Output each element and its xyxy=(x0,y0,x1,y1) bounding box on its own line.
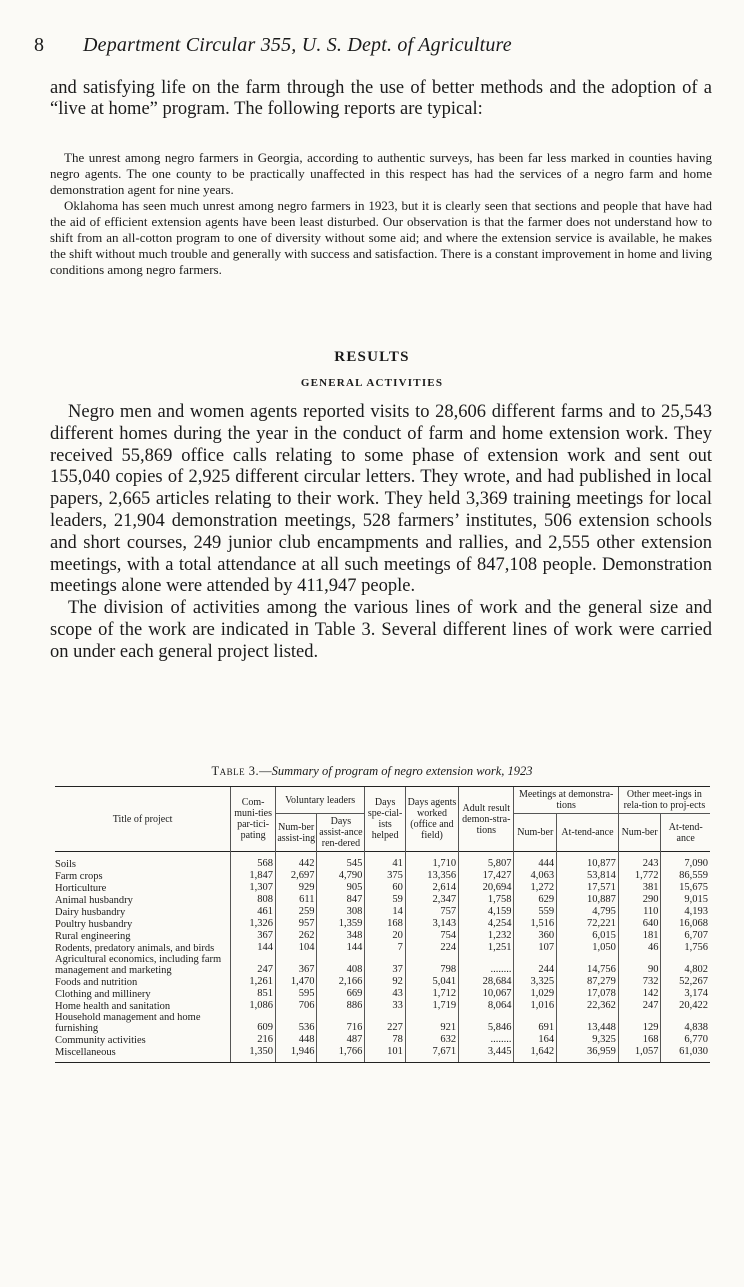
col-adult-demonstrations: Adult result demon-stra-tions xyxy=(459,787,514,852)
quote-oklahoma: Oklahoma has seen much unrest among negro farmers in 1923, but it is clearly seen that sections and people that have had the aid of efficient extension agents have been least disturbed. Our observation is that the farmer does not understand how to shift from an all-cotton program to one of diversity without some aid; and where the extension service is available, he makes the shift without much trouble and generally with success and satisfaction. There is a constant improvement in home and living conditions among negro farmers. xyxy=(50,198,712,277)
table-title: Summary of program of negro extension work, 1923 xyxy=(271,764,533,778)
meetings-number-value: 360 xyxy=(514,930,557,942)
agent-days-value: 754 xyxy=(405,930,458,942)
other-attendance-value: 86,559 xyxy=(661,870,710,882)
agent-days-value: 2,614 xyxy=(405,882,458,894)
other-number-value: 640 xyxy=(618,918,661,930)
meetings-number-value: 691 xyxy=(514,1012,557,1034)
meetings-number-value: 1,516 xyxy=(514,918,557,930)
communities-value: 609 xyxy=(231,1012,276,1034)
meetings-attendance-value: 6,015 xyxy=(557,930,619,942)
meetings-attendance-value: 22,362 xyxy=(557,1000,619,1012)
running-header xyxy=(34,34,724,57)
project-name: Farm crops xyxy=(55,871,103,882)
specialist-days-value: 92 xyxy=(365,976,405,988)
communities-value: 1,847 xyxy=(231,870,276,882)
col-days-agents: Days agents worked (office and field) xyxy=(405,787,458,852)
communities-value: 1,086 xyxy=(231,1000,276,1012)
results-body xyxy=(50,402,712,664)
adult-demonstrations-value: 1,232 xyxy=(459,930,514,942)
leaders-value: 367 xyxy=(275,954,317,976)
leaders-value: 448 xyxy=(275,1034,317,1046)
adult-demonstrations-value: ........ xyxy=(459,1034,514,1046)
col-other-number: Num-ber xyxy=(618,814,661,852)
leader-days-value: 545 xyxy=(317,852,365,871)
meetings-number-value: 444 xyxy=(514,852,557,871)
meetings-number-value: 1,029 xyxy=(514,988,557,1000)
agent-days-value: 5,041 xyxy=(405,976,458,988)
general-activities-heading: GENERAL ACTIVITIES xyxy=(300,377,444,389)
other-number-value: 1,772 xyxy=(618,870,661,882)
intro-paragraph: and satisfying life on the farm through the use of better methods and the adoption of a “live at home” program. The following reports are typical: xyxy=(50,78,712,119)
meetings-number-value: 1,016 xyxy=(514,1000,557,1012)
leaders-value: 2,697 xyxy=(275,870,317,882)
leader-days-value: 408 xyxy=(317,954,365,976)
communities-value: 247 xyxy=(231,954,276,976)
table-row xyxy=(55,954,710,976)
agent-days-value: 1,710 xyxy=(405,852,458,871)
other-attendance-value: 3,174 xyxy=(661,988,710,1000)
specialist-days-value: 375 xyxy=(365,870,405,882)
other-attendance-value: 6,770 xyxy=(661,1034,710,1046)
meetings-number-value: 164 xyxy=(514,1034,557,1046)
col-meetings-number: Num-ber xyxy=(514,814,557,852)
col-meetings: Meetings at demonstra-tions xyxy=(514,787,618,814)
communities-value: 461 xyxy=(231,906,276,918)
project-name: Poultry husbandry xyxy=(55,919,133,930)
other-number-value: 381 xyxy=(618,882,661,894)
leaders-value: 595 xyxy=(275,988,317,1000)
leader-days-value: 716 xyxy=(317,1012,365,1034)
project-name: Rodents, predatory animals, and birds xyxy=(55,943,215,954)
agent-days-value: 1,712 xyxy=(405,988,458,1000)
specialist-days-value: 101 xyxy=(365,1046,405,1063)
agent-days-value: 13,356 xyxy=(405,870,458,882)
leaders-value: 536 xyxy=(275,1012,317,1034)
specialist-days-value: 78 xyxy=(365,1034,405,1046)
meetings-number-value: 244 xyxy=(514,954,557,976)
leader-days-value: 348 xyxy=(317,930,365,942)
table-row xyxy=(55,870,710,882)
specialist-days-value: 41 xyxy=(365,852,405,871)
summary-table xyxy=(55,786,710,1063)
table-body xyxy=(55,852,710,1063)
leaders-value: 1,946 xyxy=(275,1046,317,1063)
table-row xyxy=(55,1046,710,1063)
other-number-value: 243 xyxy=(618,852,661,871)
communities-value: 1,326 xyxy=(231,918,276,930)
adult-demonstrations-value: 10,067 xyxy=(459,988,514,1000)
col-other-meetings: Other meet-ings in rela-tion to proj-ects xyxy=(618,787,710,814)
meetings-number-value: 107 xyxy=(514,942,557,954)
leader-days-value: 4,790 xyxy=(317,870,365,882)
specialist-days-value: 168 xyxy=(365,918,405,930)
leader-days-value: 2,166 xyxy=(317,976,365,988)
leader-days-value: 308 xyxy=(317,906,365,918)
adult-demonstrations-value: 4,159 xyxy=(459,906,514,918)
other-attendance-value: 4,193 xyxy=(661,906,710,918)
project-name: Animal husbandry xyxy=(55,895,133,906)
other-number-value: 142 xyxy=(618,988,661,1000)
leader-days-value: 144 xyxy=(317,942,365,954)
leader-days-value: 847 xyxy=(317,894,365,906)
page-number: 8 xyxy=(34,34,44,56)
adult-demonstrations-value: 20,694 xyxy=(459,882,514,894)
other-attendance-value: 1,756 xyxy=(661,942,710,954)
leader-days-value: 669 xyxy=(317,988,365,1000)
specialist-days-value: 20 xyxy=(365,930,405,942)
table-header xyxy=(55,787,710,852)
other-attendance-value: 9,015 xyxy=(661,894,710,906)
other-attendance-value: 6,707 xyxy=(661,930,710,942)
communities-value: 367 xyxy=(231,930,276,942)
adult-demonstrations-value: ........ xyxy=(459,954,514,976)
other-attendance-value: 4,838 xyxy=(661,1012,710,1034)
agent-days-value: 798 xyxy=(405,954,458,976)
adult-demonstrations-value: 5,846 xyxy=(459,1012,514,1034)
leaders-value: 442 xyxy=(275,852,317,871)
other-number-value: 290 xyxy=(618,894,661,906)
other-attendance-value: 7,090 xyxy=(661,852,710,871)
meetings-attendance-value: 53,814 xyxy=(557,870,619,882)
results-heading: RESULTS xyxy=(334,349,410,365)
project-name: Agricultural economics, including farm management and marketing xyxy=(55,954,222,976)
meetings-attendance-value: 14,756 xyxy=(557,954,619,976)
agent-days-value: 921 xyxy=(405,1012,458,1034)
table-row xyxy=(55,882,710,894)
meetings-attendance-value: 10,887 xyxy=(557,894,619,906)
results-paragraph-1: Negro men and women agents reported visits to 28,606 different farms and to 25,543 different homes during the year in the conduct of farm and home extension work. They received 55,869 office calls relating to some phase of extension work and sent out 155,040 copies of 2,925 different circular letters. They wrote, and had published in local papers, 2,665 articles relating to their work. They held 3,369 training meetings for local leaders, 21,904 demonstration meetings, 528 farmers’ institutes, 506 extension schools and short courses, 249 junior club encampments and rallies, and 2,555 other extension meetings, with a total attendance at all such meetings of 847,108 people. Demonstration meetings alone were attended by 411,947 people. xyxy=(50,402,712,597)
col-leaders-days: Days assist-ance ren-dered xyxy=(317,814,365,852)
table-row xyxy=(55,918,710,930)
meetings-attendance-value: 36,959 xyxy=(557,1046,619,1063)
col-meetings-attendance: At-tend-ance xyxy=(557,814,619,852)
other-number-value: 110 xyxy=(618,906,661,918)
other-attendance-value: 20,422 xyxy=(661,1000,710,1012)
adult-demonstrations-value: 28,684 xyxy=(459,976,514,988)
other-number-value: 129 xyxy=(618,1012,661,1034)
leader-days-value: 1,359 xyxy=(317,918,365,930)
project-name: Rural engineering xyxy=(55,931,131,942)
leaders-value: 611 xyxy=(275,894,317,906)
adult-demonstrations-value: 1,758 xyxy=(459,894,514,906)
meetings-attendance-value: 13,448 xyxy=(557,1012,619,1034)
communities-value: 1,307 xyxy=(231,882,276,894)
table-label: Table 3. xyxy=(211,764,260,778)
other-number-value: 181 xyxy=(618,930,661,942)
agent-days-value: 757 xyxy=(405,906,458,918)
meetings-attendance-value: 1,050 xyxy=(557,942,619,954)
table-row xyxy=(55,906,710,918)
meetings-attendance-value: 87,279 xyxy=(557,976,619,988)
meetings-number-value: 4,063 xyxy=(514,870,557,882)
specialist-days-value: 37 xyxy=(365,954,405,976)
other-attendance-value: 16,068 xyxy=(661,918,710,930)
communities-value: 808 xyxy=(231,894,276,906)
adult-demonstrations-value: 17,427 xyxy=(459,870,514,882)
project-name: Horticulture xyxy=(55,883,107,894)
adult-demonstrations-value: 4,254 xyxy=(459,918,514,930)
leaders-value: 259 xyxy=(275,906,317,918)
agent-days-value: 7,671 xyxy=(405,1046,458,1063)
other-number-value: 168 xyxy=(618,1034,661,1046)
other-attendance-value: 4,802 xyxy=(661,954,710,976)
leaders-value: 929 xyxy=(275,882,317,894)
running-title: Department Circular 355, U. S. Dept. of Agriculture xyxy=(83,34,512,56)
adult-demonstrations-value: 1,251 xyxy=(459,942,514,954)
specialist-days-value: 60 xyxy=(365,882,405,894)
project-name: Miscellaneous xyxy=(55,1046,231,1063)
table-row xyxy=(55,930,710,942)
table-row xyxy=(55,942,710,954)
project-name: Clothing and millinery xyxy=(55,989,151,1000)
leaders-value: 262 xyxy=(275,930,317,942)
other-number-value: 732 xyxy=(618,976,661,988)
quote-georgia: The unrest among negro farmers in Georgia, according to authentic surveys, has been far less marked in counties having negro agents. The one county to be practically unaffected in this respect has had the services of a negro farm and home demonstration agent for nine years. xyxy=(50,150,712,197)
specialist-days-value: 43 xyxy=(365,988,405,1000)
other-number-value: 46 xyxy=(618,942,661,954)
meetings-number-value: 3,325 xyxy=(514,976,557,988)
other-attendance-value: 15,675 xyxy=(661,882,710,894)
project-name: Soils xyxy=(55,859,77,870)
table-row xyxy=(55,894,710,906)
table-row xyxy=(55,1000,710,1012)
adult-demonstrations-value: 5,807 xyxy=(459,852,514,871)
communities-value: 1,261 xyxy=(231,976,276,988)
other-attendance-value: 52,267 xyxy=(661,976,710,988)
col-title: Title of project xyxy=(55,787,231,852)
specialist-days-value: 7 xyxy=(365,942,405,954)
agent-days-value: 3,143 xyxy=(405,918,458,930)
col-leaders-number: Num-ber assist-ing xyxy=(275,814,317,852)
table-row xyxy=(55,1012,710,1034)
quoted-reports xyxy=(50,150,712,278)
col-days-specialists: Days spe-cial-ists helped xyxy=(365,787,405,852)
meetings-attendance-value: 10,877 xyxy=(557,852,619,871)
specialist-days-value: 227 xyxy=(365,1012,405,1034)
col-other-attendance: At-tend-ance xyxy=(661,814,710,852)
other-attendance-value: 61,030 xyxy=(661,1046,710,1063)
leaders-value: 104 xyxy=(275,942,317,954)
other-number-value: 90 xyxy=(618,954,661,976)
meetings-attendance-value: 17,078 xyxy=(557,988,619,1000)
agent-days-value: 2,347 xyxy=(405,894,458,906)
adult-demonstrations-value: 3,445 xyxy=(459,1046,514,1063)
communities-value: 144 xyxy=(231,942,276,954)
col-voluntary-leaders: Voluntary leaders xyxy=(275,787,364,814)
leaders-value: 957 xyxy=(275,918,317,930)
specialist-days-value: 14 xyxy=(365,906,405,918)
communities-value: 568 xyxy=(231,852,276,871)
project-name: Home health and sanitation xyxy=(55,1001,171,1012)
project-name: Foods and nutrition xyxy=(55,977,138,988)
communities-value: 851 xyxy=(231,988,276,1000)
adult-demonstrations-value: 8,064 xyxy=(459,1000,514,1012)
leader-days-value: 886 xyxy=(317,1000,365,1012)
other-number-value: 1,057 xyxy=(618,1046,661,1063)
meetings-number-value: 629 xyxy=(514,894,557,906)
results-paragraph-2: The division of activities among the various lines of work and the general size and scope of the work are indicated in Table 3. Several different lines of work were carried on under each general project listed. xyxy=(50,598,712,662)
meetings-attendance-value: 4,795 xyxy=(557,906,619,918)
specialist-days-value: 59 xyxy=(365,894,405,906)
leader-days-value: 487 xyxy=(317,1034,365,1046)
leader-days-value: 1,766 xyxy=(317,1046,365,1063)
leader-days-value: 905 xyxy=(317,882,365,894)
communities-value: 1,350 xyxy=(231,1046,276,1063)
table-row xyxy=(55,976,710,988)
meetings-number-value: 1,272 xyxy=(514,882,557,894)
agent-days-value: 224 xyxy=(405,942,458,954)
leaders-value: 1,470 xyxy=(275,976,317,988)
table-caption: Table 3.—Summary of program of negro extension work, 1923 xyxy=(211,764,533,778)
table-row xyxy=(55,988,710,1000)
meetings-number-value: 559 xyxy=(514,906,557,918)
agent-days-value: 1,719 xyxy=(405,1000,458,1012)
leaders-value: 706 xyxy=(275,1000,317,1012)
project-name: Community activities xyxy=(55,1035,146,1046)
other-number-value: 247 xyxy=(618,1000,661,1012)
col-communities: Com-muni-ties par-tici-pating xyxy=(231,787,276,852)
table-row xyxy=(55,852,710,871)
meetings-attendance-value: 72,221 xyxy=(557,918,619,930)
table-row xyxy=(55,1034,710,1046)
meetings-attendance-value: 17,571 xyxy=(557,882,619,894)
communities-value: 216 xyxy=(231,1034,276,1046)
project-name: Dairy husbandry xyxy=(55,907,126,918)
agent-days-value: 632 xyxy=(405,1034,458,1046)
meetings-attendance-value: 9,325 xyxy=(557,1034,619,1046)
project-name: Household management and home furnishing xyxy=(55,1012,201,1034)
specialist-days-value: 33 xyxy=(365,1000,405,1012)
meetings-number-value: 1,642 xyxy=(514,1046,557,1063)
